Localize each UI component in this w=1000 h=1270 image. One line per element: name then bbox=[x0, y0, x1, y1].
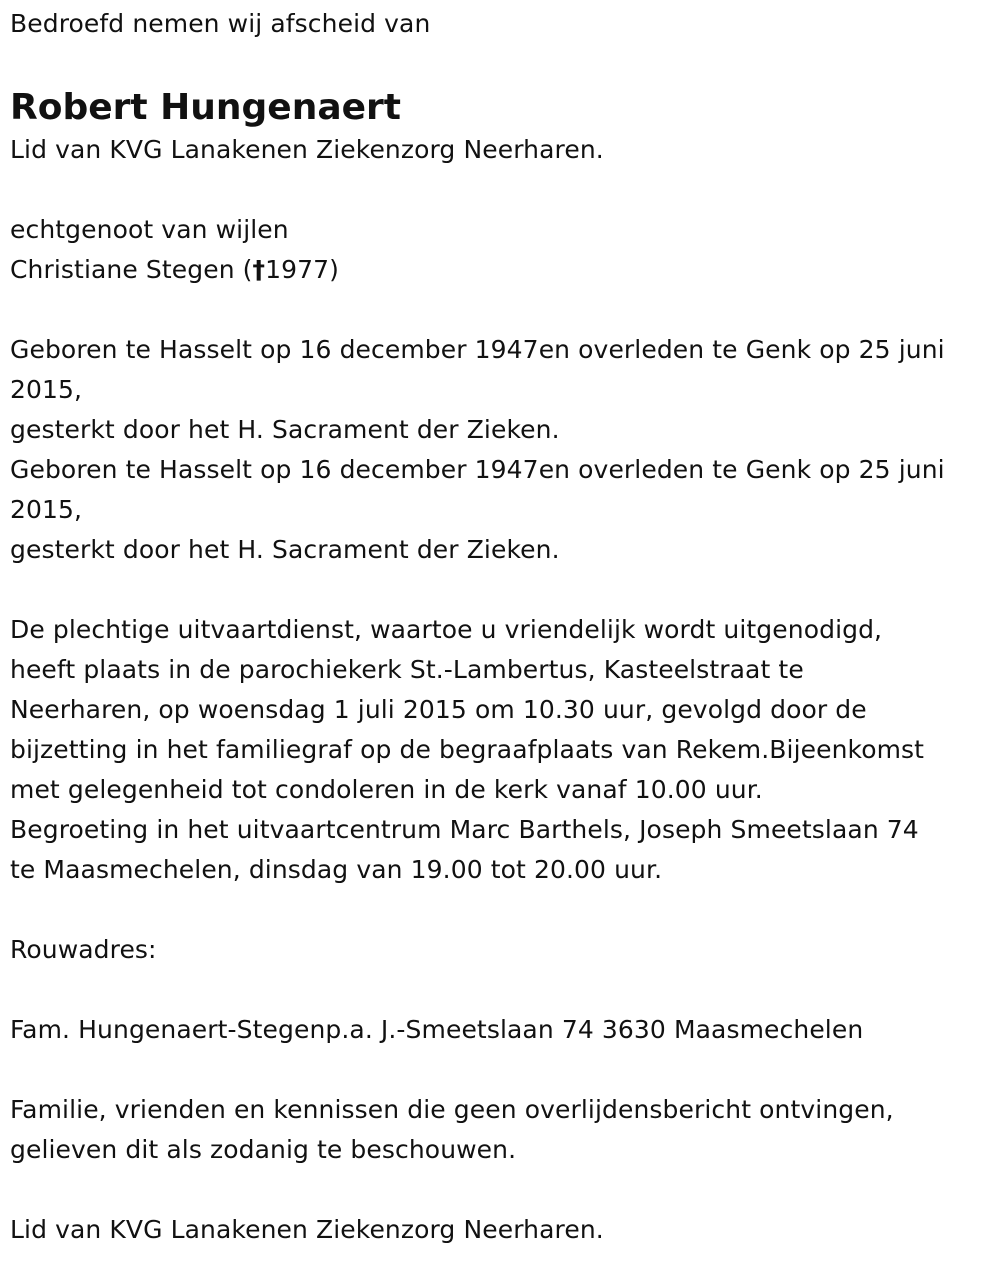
spouse-name-line bbox=[10, 250, 995, 290]
spouse-death-year: 1977) bbox=[265, 255, 340, 284]
birth-death-line: gesterkt door het H. Sacrament der Zieken. bbox=[10, 415, 560, 444]
membership-top: Lid van KVG Lanakenen Ziekenzorg Neerharen. bbox=[10, 135, 604, 164]
notice-line: Familie, vrienden en kennissen die geen overlijdensbericht ontvingen, bbox=[10, 1095, 894, 1124]
intro-text: Bedroefd nemen wij afscheid van bbox=[10, 9, 431, 38]
birth-death-line: Geboren te Hasselt op 16 december 1947en overleden te Genk op 25 juni bbox=[10, 455, 945, 484]
funeral-service-section bbox=[10, 610, 995, 890]
service-line: met gelegenheid tot condoleren in de kerk vanaf 10.00 uur. bbox=[10, 775, 763, 804]
deceased-name: Robert Hungenaert bbox=[10, 87, 402, 128]
birth-death-line: gesterkt door het H. Sacrament der Zieken. bbox=[10, 535, 560, 564]
spacer bbox=[10, 1170, 995, 1210]
service-line: te Maasmechelen, dinsdag van 19.00 tot 20.00 uur. bbox=[10, 855, 663, 884]
spouse-relation: echtgenoot van wijlen bbox=[10, 215, 289, 244]
service-line: heeft plaats in de parochiekerk St.-Lambertus, Kasteelstraat te bbox=[10, 655, 804, 684]
spouse-name: Christiane Stegen ( bbox=[10, 255, 253, 284]
notice-line: gelieven dit als zodanig te beschouwen. bbox=[10, 1135, 517, 1164]
spacer bbox=[10, 170, 995, 210]
birth-death-line: Geboren te Hasselt op 16 december 1947en overleden te Genk op 25 juni bbox=[10, 335, 945, 364]
spacer bbox=[10, 290, 995, 330]
notice-section bbox=[10, 1090, 995, 1170]
spacer bbox=[10, 890, 995, 930]
service-line: Neerharen, op woensdag 1 juli 2015 om 10.30 uur, gevolgd door de bbox=[10, 695, 867, 724]
spacer bbox=[10, 1050, 995, 1090]
cross-icon: † bbox=[252, 255, 266, 284]
address-label: Rouwadres: bbox=[10, 935, 157, 964]
spacer bbox=[10, 970, 995, 1010]
obituary-document bbox=[10, 4, 995, 1250]
service-line: De plechtige uitvaartdienst, waartoe u vriendelijk wordt uitgenodigd, bbox=[10, 615, 883, 644]
membership-bottom: Lid van KVG Lanakenen Ziekenzorg Neerharen. bbox=[10, 1215, 604, 1244]
birth-death-line: 2015, bbox=[10, 495, 83, 524]
birth-death-line: 2015, bbox=[10, 375, 83, 404]
service-line: bijzetting in het familiegraf op de begraafplaats van Rekem.Bijeenkomst bbox=[10, 735, 925, 764]
birth-death-section bbox=[10, 330, 995, 570]
mourning-address: Fam. Hungenaert-Stegenp.a. J.-Smeetslaan 74 3630 Maasmechelen bbox=[10, 1015, 864, 1044]
service-line: Begroeting in het uitvaartcentrum Marc Barthels, Joseph Smeetslaan 74 bbox=[10, 815, 919, 844]
spacer bbox=[10, 570, 995, 610]
